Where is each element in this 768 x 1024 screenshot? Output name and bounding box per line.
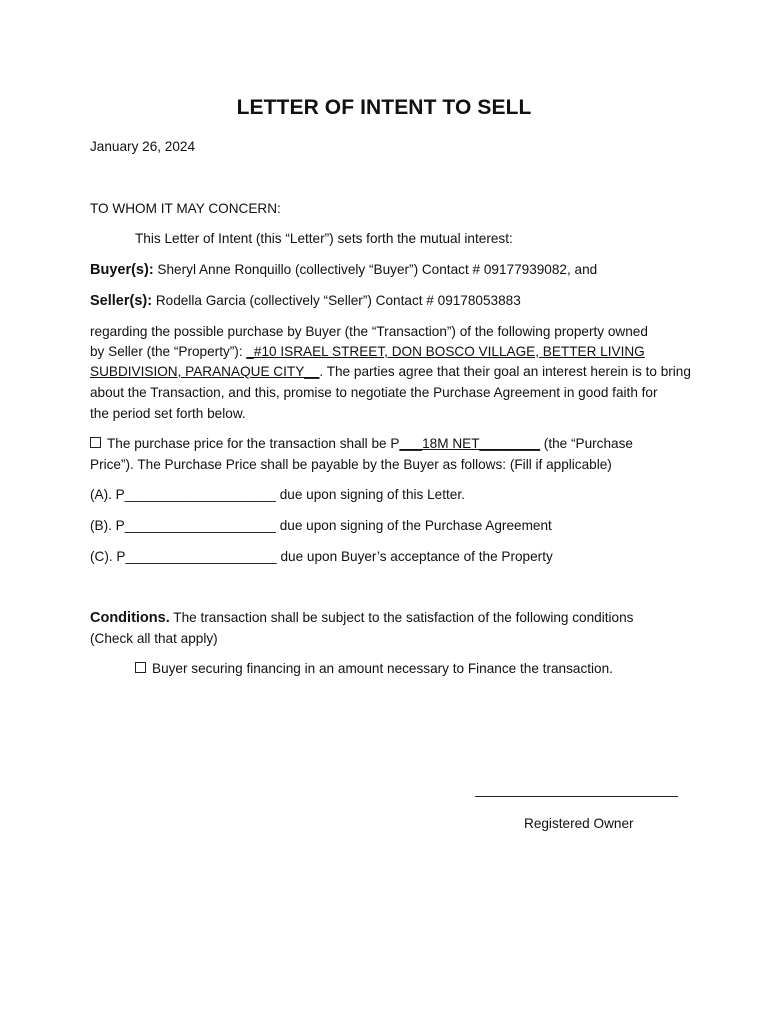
- signature-label: Registered Owner: [524, 816, 634, 831]
- payment-c: (C). P____________________ due upon Buyer’s acceptance of the Property: [90, 549, 553, 564]
- conditions-label: Conditions.: [90, 610, 170, 626]
- regarding-line-2: [90, 342, 645, 363]
- property-address-part-2: SUBDIVISION, PARANAQUE CITY__: [90, 364, 320, 379]
- payment-b: (B). P____________________ due upon signing of the Purchase Agreement: [90, 518, 552, 533]
- seller-label: Seller(s):: [90, 293, 153, 309]
- salutation: TO WHOM IT MAY CONCERN:: [90, 201, 281, 216]
- letter-date: January 26, 2024: [90, 139, 196, 154]
- conditions-text: The transaction shall be subject to the satisfaction of the following conditions: [169, 610, 634, 625]
- purchase-line-2: Price”). The Purchase Price shall be payable by the Buyer as follows: (Fill if applicable): [90, 457, 612, 472]
- purchase-suffix: (the “Purchase: [540, 436, 633, 451]
- purchase-amount: ___18M NET________: [399, 436, 541, 451]
- purchase-price-line: [90, 434, 633, 455]
- regarding-suffix: . The parties agree that their goal an interest herein is to bring: [319, 364, 691, 379]
- signature-line: [475, 796, 678, 797]
- intro-paragraph: This Letter of Intent (this “Letter”) sets forth the mutual interest:: [135, 231, 513, 246]
- regarding-line-3: [90, 362, 691, 383]
- seller-line: [90, 291, 521, 312]
- conditions-line: [90, 608, 633, 629]
- purchase-prefix: The purchase price for the transaction shall be P: [107, 436, 400, 451]
- payment-a: (A). P____________________ due upon signing of this Letter.: [90, 487, 465, 502]
- condition-financing: [135, 659, 613, 680]
- buyer-label: Buyer(s):: [90, 262, 154, 278]
- document-title: LETTER OF INTENT TO SELL: [236, 96, 532, 119]
- regarding-line-4: about the Transaction, and this, promise to negotiate the Purchase Agreement in good faith for: [90, 385, 658, 400]
- condition-financing-text: Buyer securing financing in an amount necessary to Finance the transaction.: [152, 661, 613, 676]
- buyer-details: Sheryl Anne Ronquillo (collectively “Buyer”) Contact # 09177939082, and: [153, 262, 598, 277]
- regarding-line-5: the period set forth below.: [90, 406, 246, 421]
- property-address-part-1: _#10 ISRAEL STREET, DON BOSCO VILLAGE, BETTER LIVING: [246, 344, 645, 359]
- property-prefix: by Seller (the “Property”):: [90, 344, 247, 359]
- regarding-line-1: regarding the possible purchase by Buyer (the “Transaction”) of the following property owned: [90, 324, 648, 339]
- checkbox-purchase-price[interactable]: [90, 437, 101, 448]
- buyer-line: [90, 260, 597, 281]
- seller-details: Rodella Garcia (collectively “Seller”) Contact # 09178053883: [152, 293, 521, 308]
- checkbox-financing[interactable]: [135, 662, 146, 673]
- conditions-line-2: (Check all that apply): [90, 631, 218, 646]
